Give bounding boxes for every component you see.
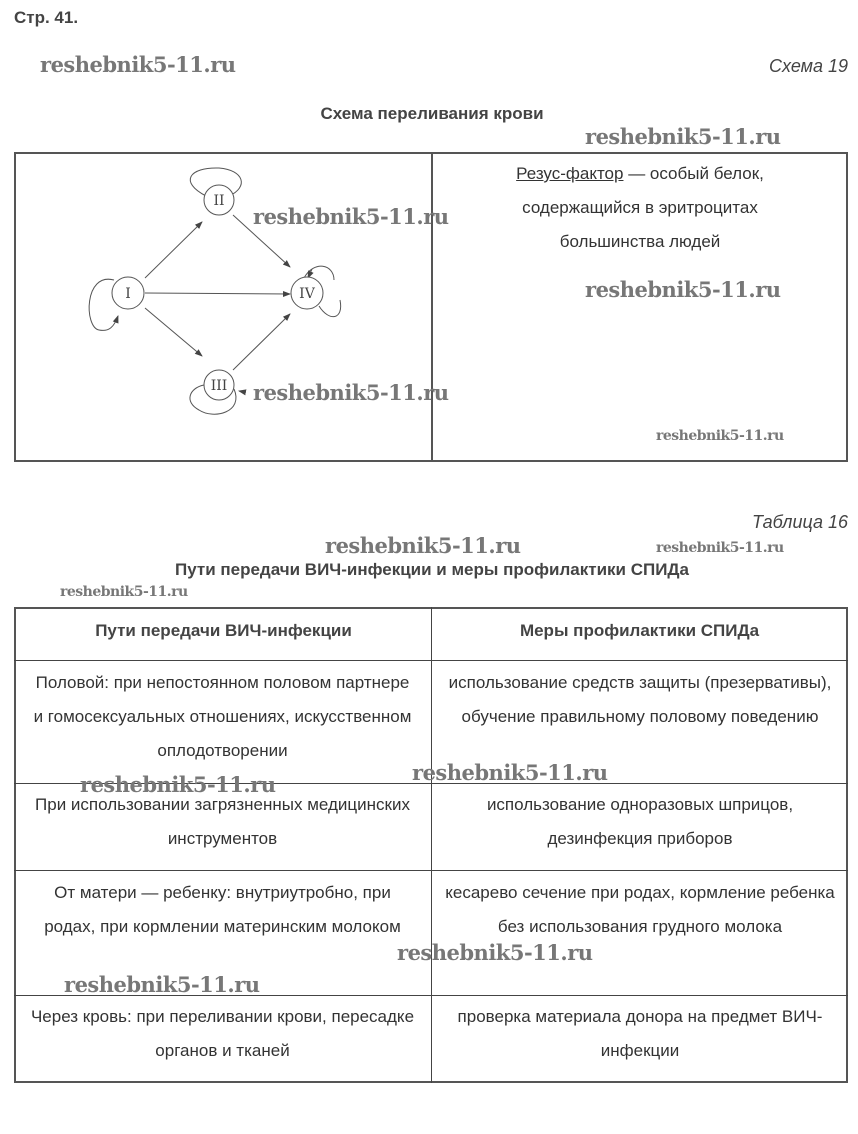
row-divider: [14, 660, 848, 661]
page-label: Стр. 41.: [14, 8, 79, 27]
watermark: reshebnik5-11.ru: [397, 940, 593, 965]
table-label: Таблица 16: [751, 512, 848, 532]
watermark: reshebnik5-11.ru: [656, 428, 784, 444]
rh-factor-text: — особый белок, содержащийся в эритроцитах большинства людей: [522, 164, 764, 251]
node-II: II: [213, 193, 225, 209]
node-IV: IV: [299, 286, 315, 302]
watermark: reshebnik5-11.ru: [325, 533, 521, 558]
rh-factor-definition: [470, 157, 810, 259]
watermark: reshebnik5-11.ru: [412, 760, 608, 785]
header-prevention: Меры профилактики СПИДа: [519, 621, 760, 640]
arrow-I-II: [145, 222, 202, 278]
header-transmission: Пути передачи ВИЧ-инфекции: [95, 621, 352, 640]
row1-transmission: Половой: при непостоянном половом партнере и гомосексуальных отношениях, искусственном оплодотворении: [33, 673, 412, 760]
transfusion-diagram: [14, 152, 431, 462]
watermark: reshebnik5-11.ru: [253, 380, 449, 405]
node-I: I: [125, 286, 131, 302]
row2-prevention: использование одноразовых шприцов, дезинфекция приборов: [486, 795, 794, 848]
watermark: reshebnik5-11.ru: [656, 540, 784, 556]
arrow-I-IV: [145, 293, 290, 294]
arrow-I-III: [145, 308, 202, 356]
watermark: reshebnik5-11.ru: [80, 772, 276, 797]
row4-prevention: проверка материала донора на предмет ВИЧ-инфекции: [457, 1007, 823, 1060]
node-III: III: [210, 378, 228, 394]
scheme-label: Схема 19: [769, 56, 848, 76]
scheme-title: Схема переливания крови: [320, 104, 544, 123]
row3-prevention: кесарево сечение при родах, кормление ребенка без использования грудного молока: [445, 883, 835, 936]
row3-transmission: От матери — ребенку: внутриутробно, при родах, при кормлении материнским молоком: [44, 883, 401, 936]
watermark: reshebnik5-11.ru: [60, 584, 188, 600]
watermark: reshebnik5-11.ru: [64, 972, 260, 997]
watermark: reshebnik5-11.ru: [585, 124, 781, 149]
watermark: reshebnik5-11.ru: [40, 52, 236, 77]
rh-factor-term: Резус-фактор: [516, 164, 624, 183]
watermark: reshebnik5-11.ru: [253, 204, 449, 229]
row4-transmission: Через кровь: при переливании крови, пересадке органов и тканей: [30, 1007, 415, 1060]
row-divider: [14, 870, 848, 871]
table-title: Пути передачи ВИЧ-инфекции и меры профилактики СПИДа: [174, 560, 689, 579]
watermark: reshebnik5-11.ru: [585, 277, 781, 302]
table-divider: [431, 607, 432, 1083]
row1-prevention: использование средств защиты (презервативы), обучение правильному половому поведению: [448, 673, 832, 726]
arrow-III-IV: [233, 314, 290, 370]
row2-transmission: При использовании загрязненных медицинских инструментов: [35, 795, 410, 848]
scheme-divider: [431, 152, 433, 462]
